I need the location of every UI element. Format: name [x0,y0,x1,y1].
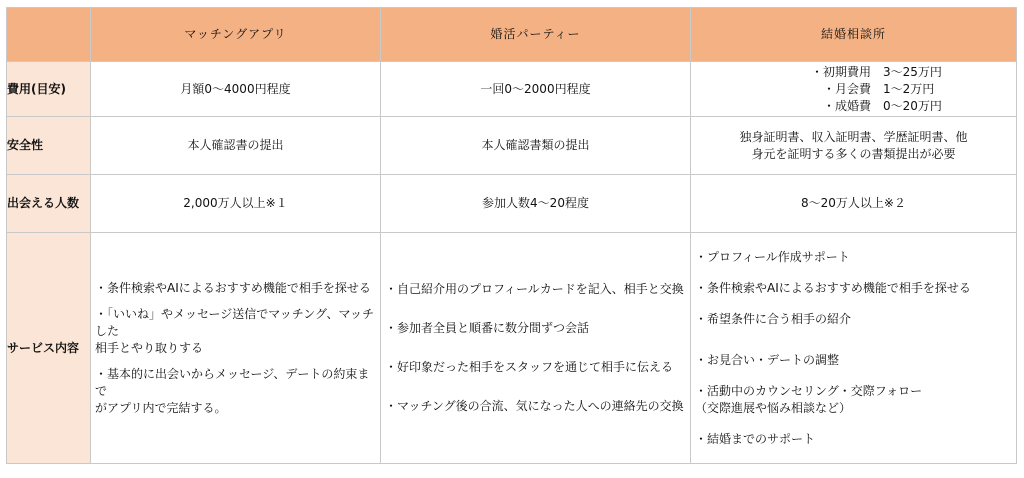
services-party-line: ・参加者全員と順番に数分間ずつ会話 [385,321,590,335]
services-party-line: ・好印象だった相手をスタッフを通じて相手に伝える [385,360,674,374]
services-agency-line: ・条件検索やAIによるおすすめ機能で相手を探せる [695,280,971,295]
people-party: 参加人数4～20程度 [381,175,691,233]
cost-agency-line: ・成婚費 0～20万円 [823,98,942,113]
services-agency-line: ・結婚までのサポート [695,431,816,446]
row-label-people: 出会える人数 [7,175,91,233]
header-row [7,8,1017,62]
services-app-line: がアプリ内で完結する。 [95,400,227,415]
services-app-line: ・「いいね」やメッセージ送信でマッチング、マッチした [95,306,375,338]
services-app-line: ・条件検索やAIによるおすすめ機能で相手を探せる [95,280,371,295]
row-cost [7,62,1017,117]
services-party-line: ・自己紹介用のプロフィールカードを記入、相手と交換 [385,282,684,296]
safety-app: 本人確認書の提出 [91,117,381,175]
services-agency [691,233,1017,464]
header-marriage-agency: 結婚相談所 [691,8,1017,62]
people-agency: 8～20万人以上※２ [691,175,1017,233]
cost-party: 一回0～2000円程度 [381,62,691,117]
services-app-line: 相手とやり取りする [95,340,204,355]
row-safety [7,117,1017,175]
row-people [7,175,1017,233]
cost-agency-line: ・月会費 1～2万円 [823,81,935,96]
safety-agency-line: 身元を証明する多くの書類提出が必要 [751,146,956,161]
services-agency-line: （交際進展や悩み相談など） [695,400,852,415]
cost-app: 月額0～4000円程度 [91,62,381,117]
services-party [381,233,691,464]
services-agency-line: ・活動中のカウンセリング・交際フォロー [695,383,923,398]
services-app [91,233,381,464]
cost-agency [691,62,1017,117]
header-matching-app: マッチングアプリ [91,8,381,62]
comparison-table [6,7,1017,464]
services-agency-line: ・希望条件に合う相手の紹介 [695,311,852,326]
services-app-line: ・基本的に出会いからメッセージ、デートの約束まで [95,366,370,398]
row-label-cost: 費用(目安) [7,62,91,117]
services-party-line: ・マッチング後の合流、気になった人への連絡先の交換 [385,399,684,413]
row-label-safety: 安全性 [7,117,91,175]
header-corner-cell [7,8,91,62]
header-konkatsu-party: 婚活パーティー [381,8,691,62]
people-app: 2,000万人以上※１ [91,175,381,233]
services-agency-line: ・お見合い・デートの調整 [695,352,840,367]
safety-party: 本人確認書類の提出 [381,117,691,175]
safety-agency-line: 独身証明書、収入証明書、学歴証明書、他 [739,129,968,144]
row-services [7,233,1017,464]
row-label-services: サービス内容 [7,233,91,464]
safety-agency [691,117,1017,175]
cost-agency-line: ・初期費用 3～25万円 [811,64,942,79]
services-agency-line: ・プロフィール作成サポート [695,249,850,264]
